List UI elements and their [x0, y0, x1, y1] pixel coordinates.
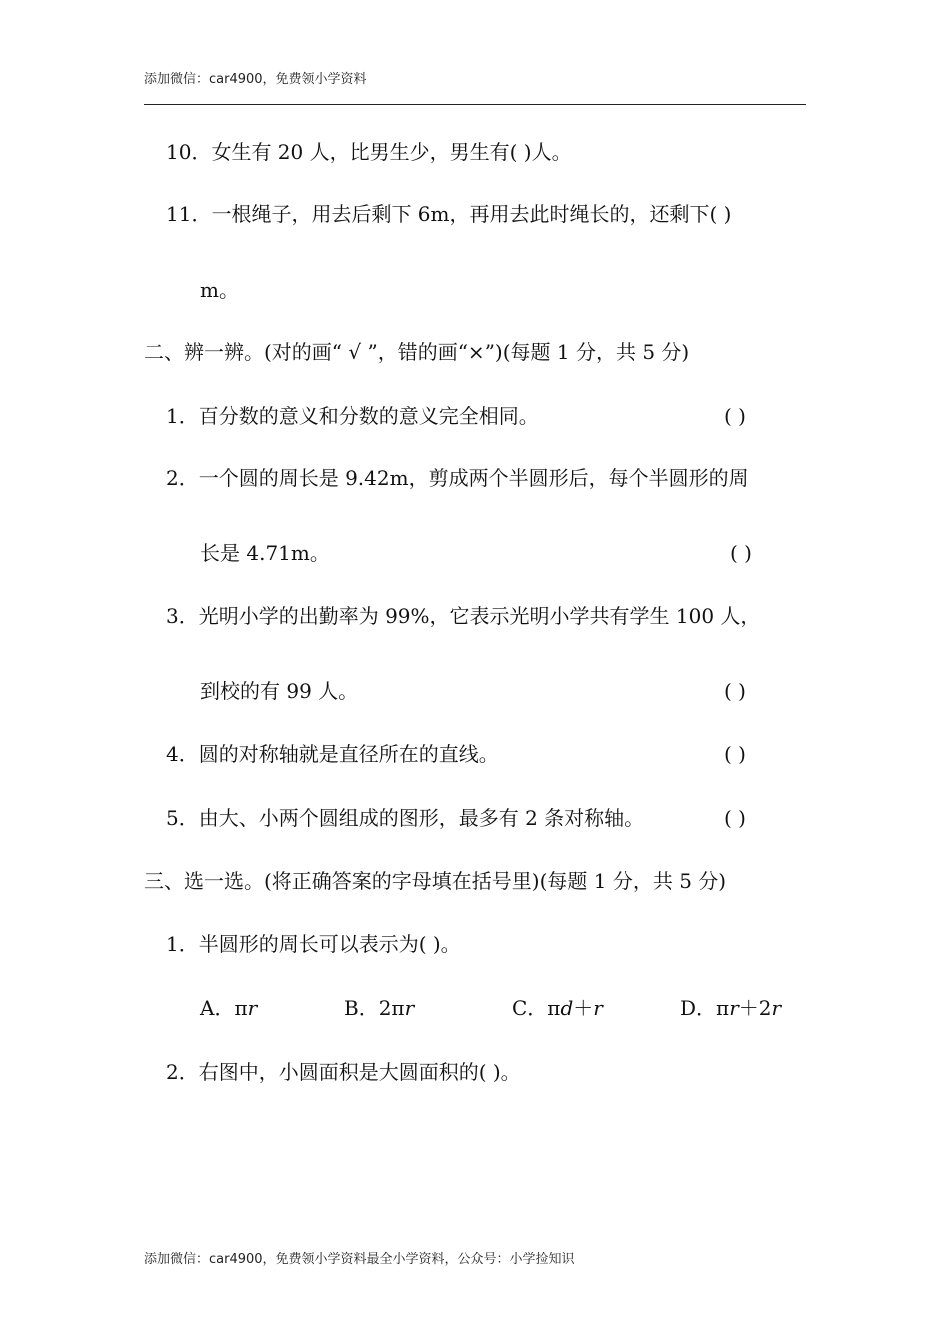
answer-blank-3: ( ): [724, 679, 746, 703]
judge-item-2-line2: 长是 4.71m。: [200, 541, 330, 565]
page-footer: 添加微信：car4900，免费领小学资料最全小学资料，公众号：小学捡知识: [144, 1252, 575, 1267]
question-10: 10．女生有 20 人，比男生少，男生有( )人。: [166, 140, 572, 164]
choice-question-1: 1．半圆形的周长可以表示为( )。: [166, 932, 461, 956]
answer-blank-1: ( ): [724, 404, 746, 428]
judge-item-5: 5．由大、小两个圆组成的图形，最多有 2 条对称轴。: [166, 806, 645, 830]
option-a: A．πr: [200, 996, 258, 1020]
section-2-title: 二、辨一辨。(对的画“ √ ”，错的画“×”)(每题 1 分，共 5 分): [144, 340, 690, 364]
option-b: B．2πr: [344, 996, 415, 1020]
section-3-title: 三、选一选。(将正确答案的字母填在括号里)(每题 1 分，共 5 分): [144, 869, 727, 893]
answer-blank-4: ( ): [724, 742, 746, 766]
judge-item-1: 1．百分数的意义和分数的意义完全相同。: [166, 404, 539, 428]
option-d: D．πr＋2r: [680, 996, 782, 1020]
option-c: C．πd＋r: [512, 996, 603, 1020]
page-header: 添加微信：car4900，免费领小学资料: [144, 72, 367, 87]
question-11-line2: m。: [200, 278, 239, 302]
judge-item-3-line1: 3．光明小学的出勤率为 99%，它表示光明小学共有学生 100 人，: [166, 604, 761, 628]
judge-item-3-line2: 到校的有 99 人。: [200, 679, 359, 703]
judge-item-2-line1: 2．一个圆的周长是 9.42m，剪成两个半圆形后，每个半圆形的周: [166, 466, 749, 490]
header-divider: [144, 104, 806, 105]
answer-blank-2: ( ): [730, 541, 752, 565]
judge-item-4: 4．圆的对称轴就是直径所在的直线。: [166, 742, 499, 766]
answer-blank-5: ( ): [724, 806, 746, 830]
question-11-line1: 11．一根绳子，用去后剩下 6m，再用去此时绳长的，还剩下( ): [166, 202, 732, 226]
choice-question-2: 2．右图中，小圆面积是大圆面积的( )。: [166, 1060, 521, 1084]
